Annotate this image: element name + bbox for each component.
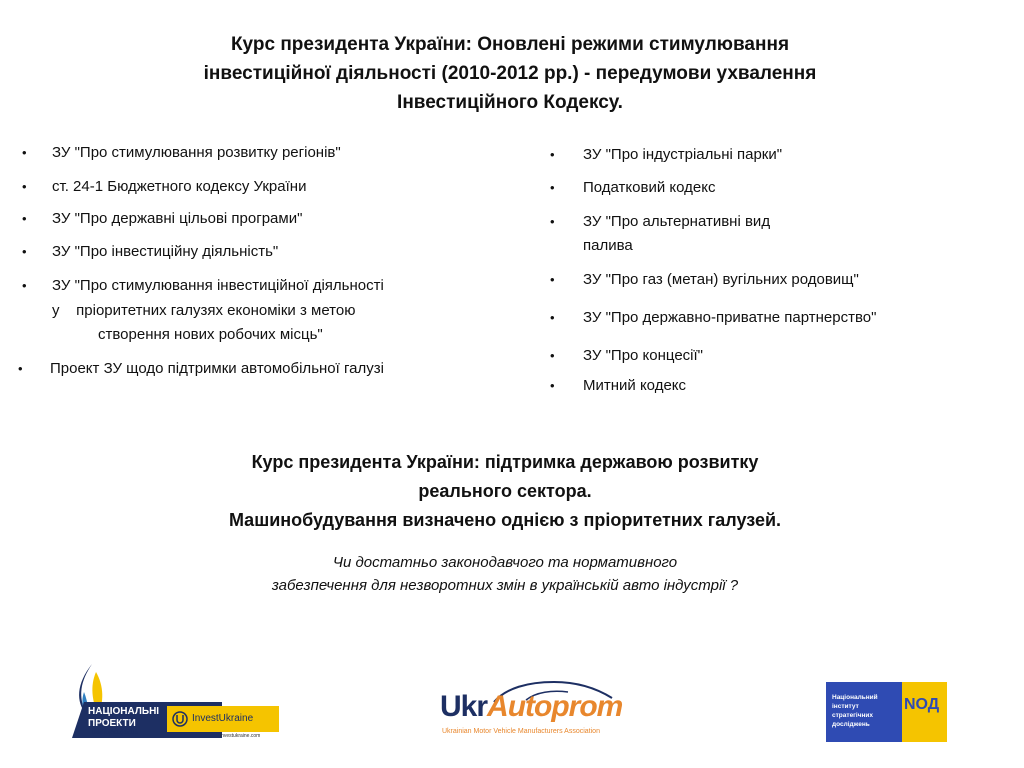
bullet-icon: • — [550, 348, 555, 363]
ukrautoprom-logo — [436, 676, 642, 740]
bullet-icon: • — [550, 180, 555, 195]
bullet-icon: • — [22, 145, 27, 160]
invest-ukraine-label: InvestUkraine — [192, 713, 254, 724]
bullet-icon: • — [550, 378, 555, 393]
national-projects-label: НАЦІОНАЛЬНІ ПРОЕКТИ — [88, 706, 160, 729]
bullet-icon: • — [550, 310, 555, 325]
title-line-1: Курс президента України: Оновлені режими стимулювання — [230, 34, 790, 55]
section-heading-line-1: Курс президента України: підтримка державою розвитку — [251, 452, 759, 472]
bullet-icon: • — [22, 211, 27, 226]
right-bullet-list: • ЗУ "Про індустріальні парки" • Податковий кодекс • ЗУ "Про альтернативні вид палива • ЗУ "Про газ (метан) вугільних родовищ" • ЗУ "Про державно-приватне партнерство" • ЗУ "Про концесії" • Митний кодекс — [530, 0, 1010, 400]
ukrautoprom-subtitle: Ukrainian Motor Vehicle Manufacturers Association — [442, 728, 600, 735]
section-heading-line-3: Машинобудування визначено однією з пріоритетних галузей. — [228, 510, 782, 530]
national-projects-logo — [62, 662, 282, 740]
title-line-2: інвестиційної діяльності (2010-2012 рр.) - передумови ухвалення — [203, 63, 817, 84]
question-line-2: забезпечення для незворотних змін в українській авто індустрії ? — [271, 577, 739, 594]
question-line-1: Чи достатньо законодавчого та нормативного — [332, 554, 678, 571]
niss-mark: NОД — [904, 696, 940, 713]
title-line-3: Інвестиційного Кодексу. — [397, 92, 623, 113]
bullet-icon: • — [22, 179, 27, 194]
bullet-icon: • — [22, 278, 27, 293]
bullet-icon: • — [550, 214, 555, 229]
national-projects-url: ukrproject.gov.ua — [92, 730, 138, 736]
question-text — [150, 551, 860, 597]
invest-ukraine-icon — [172, 711, 188, 727]
ukrautoprom-wordmark: UkrAutoprom — [440, 690, 623, 723]
bullet-icon: • — [550, 272, 555, 287]
section-heading — [150, 448, 860, 535]
niss-logo — [826, 682, 947, 742]
bullet-icon: • — [22, 244, 27, 259]
section-heading-line-2: реального сектора. — [418, 481, 592, 501]
bullet-icon: • — [18, 361, 23, 376]
niss-label: Національний інститут стратегічних досліджень — [832, 694, 878, 728]
bullet-icon: • — [550, 147, 555, 162]
left-bullet-list: • ЗУ "Про стимулювання розвитку регіонів" • ст. 24-1 Бюджетного кодексу України • ЗУ "Про державні цільові програми" • ЗУ "Про інвестиційну діяльність" • ЗУ "Про стимулювання інвестиційної діяльності у пріоритетних галузях економіки з метою створення нових робочих місць" • Проект ЗУ щодо підтримки автомобільної галузі — [0, 0, 520, 400]
invest-ukraine-url: investukraine.com — [220, 733, 261, 739]
